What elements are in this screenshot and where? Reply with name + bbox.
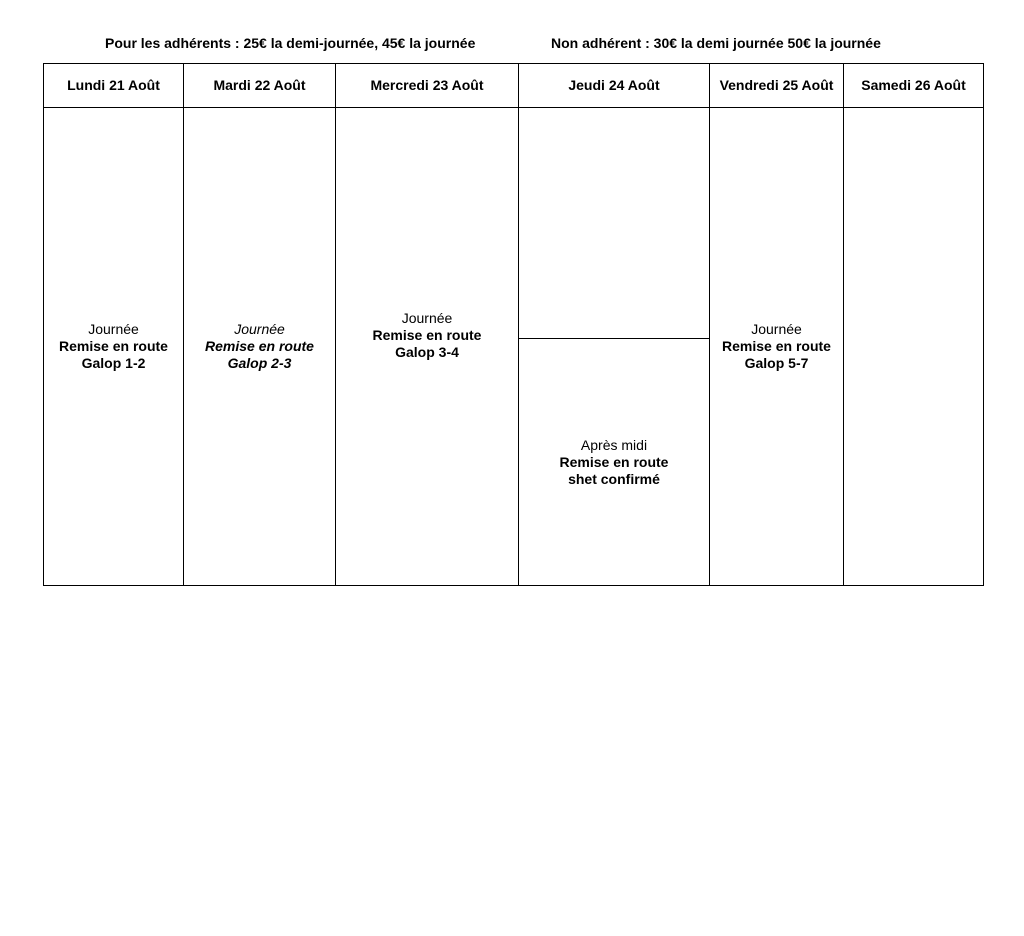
day-header-tuesday: Mardi 22 Août (184, 64, 335, 108)
column-saturday (843, 64, 983, 585)
day-header-saturday: Samedi 26 Août (844, 64, 983, 108)
level-label: Galop 1-2 (81, 355, 146, 371)
day-header-thursday: Jeudi 24 Août (519, 64, 709, 108)
activity-cell-tuesday (184, 108, 335, 585)
members-price-text: Pour les adhérents : 25€ la demi-journée, 45€ la journée (105, 35, 476, 51)
day-header-monday: Lundi 21 Août (44, 64, 183, 108)
activity-label: Remise en route (59, 338, 168, 354)
activity-cell-wednesday (336, 108, 518, 585)
slot-label: Journée (234, 321, 285, 337)
activity-label: Remise en route (372, 327, 482, 343)
empty-morning-cell-thursday (519, 108, 709, 339)
slot-label: Après midi (580, 437, 648, 453)
slot-label: Journée (751, 321, 802, 337)
non-members-price-text: Non adhérent : 30€ la demi journée 50€ la journée (551, 35, 881, 51)
slot-label: Journée (401, 310, 453, 326)
level-label: Galop 3-4 (395, 344, 459, 360)
activity-label: Remise en route (559, 454, 669, 470)
activity-cell-friday (710, 108, 843, 585)
schedule-table (43, 63, 984, 586)
day-header-wednesday: Mercredi 23 Août (336, 64, 518, 108)
empty-cell-saturday (844, 108, 983, 585)
column-monday (44, 64, 183, 585)
column-tuesday (183, 64, 335, 585)
activity-cell-monday (44, 108, 183, 585)
level-label: Galop 5-7 (744, 355, 809, 371)
activity-cell-thursday-afternoon (519, 339, 709, 585)
level-label: shet confirmé (568, 471, 660, 487)
column-thursday (518, 64, 709, 585)
activity-label: Remise en route (722, 338, 831, 354)
column-wednesday (335, 64, 518, 585)
slot-label: Journée (88, 321, 139, 337)
activity-label: Remise en route (205, 338, 314, 354)
day-header-friday: Vendredi 25 Août (710, 64, 843, 108)
column-friday (709, 64, 843, 585)
level-label: Galop 2-3 (227, 355, 292, 371)
